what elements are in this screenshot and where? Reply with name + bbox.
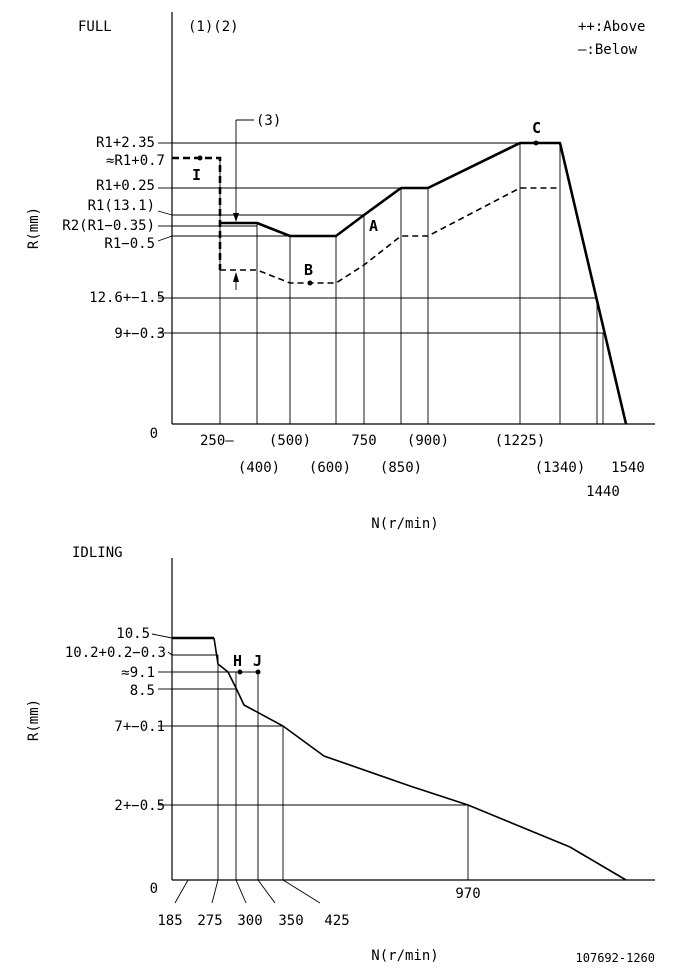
- idling-series-line: [214, 638, 626, 880]
- idling-y-tick-labels: [65, 626, 172, 897]
- point-I-marker: [198, 156, 203, 161]
- point-H-marker: [238, 670, 243, 675]
- idling-x-tick-1: 275: [197, 913, 223, 929]
- full-y-tick-6: 12.6+−1.5: [89, 290, 165, 306]
- full-y-tick-0: R1+2.35: [95, 135, 155, 151]
- point-B-marker: [534, 141, 539, 146]
- annotation-C: B: [304, 261, 314, 279]
- full-x-axis-label: N(r/min): [371, 516, 439, 532]
- idling-y-tick-0: 10.5: [116, 626, 150, 642]
- idling-x-tick-0: 185: [157, 913, 183, 929]
- full-v-reference-lines: [220, 143, 603, 424]
- full-x-tick-0: 250—: [200, 433, 234, 449]
- full-y-tick-1: ≈R1+0.7: [105, 153, 165, 169]
- full-x-tick-3: (600): [308, 460, 352, 476]
- full-series-below-line: [220, 188, 560, 283]
- idling-x-tick-2: 300: [237, 913, 263, 929]
- annotation-I: I: [192, 166, 202, 184]
- idling-y-zero: 0: [149, 881, 158, 897]
- idling-v-reference-lines: [218, 655, 468, 880]
- drawing-code: 107692-1260: [575, 951, 655, 965]
- legend-below: —:Below: [578, 42, 638, 58]
- idling-x-tick-3: 350: [278, 913, 304, 929]
- idling-y-tick-4: 7+−0.1: [114, 719, 165, 735]
- full-y-zero: 0: [149, 426, 158, 442]
- idling-y-tick-5: 2+−0.5: [114, 798, 165, 814]
- full-x-tick-8: (1340): [534, 460, 586, 476]
- annotation-3-leader: [233, 120, 254, 290]
- annotation-3: (3): [256, 113, 282, 129]
- idling-y-tick-3: 8.5: [129, 683, 155, 699]
- full-chart-title: FULL: [78, 19, 112, 35]
- idling-chart-title: IDLING: [72, 545, 123, 561]
- annotation-J: J: [253, 652, 263, 670]
- full-y-tick-7: 9+−0.3: [114, 326, 165, 342]
- full-x-tick-1: (400): [237, 460, 281, 476]
- full-series-above-line: [220, 143, 626, 424]
- annotation-H: H: [233, 652, 243, 670]
- full-chart-subtitle: (1)(2): [188, 19, 239, 35]
- full-x-tick-2: (500): [268, 433, 312, 449]
- idling-x-tick-5: 970: [455, 886, 481, 902]
- full-y-tick-2: R1+0.25: [95, 178, 155, 194]
- idling-y-axis-label: R(mm): [26, 698, 42, 742]
- point-J-marker: [256, 670, 261, 675]
- full-y-tick-labels: [62, 135, 172, 442]
- full-y-tick-4: R2(R1−0.35): [62, 218, 155, 234]
- legend-above: ++:Above: [578, 19, 646, 35]
- full-y-axis-label: R(mm): [26, 206, 42, 250]
- point-C-marker: [308, 281, 313, 286]
- full-x-tick-9: 1440: [586, 484, 620, 500]
- idling-x-tick-labels: [157, 880, 480, 929]
- annotation-A: A: [369, 217, 379, 235]
- full-x-tick-7: (1225): [494, 433, 546, 449]
- full-x-tick-5: (850): [379, 460, 423, 476]
- full-y-tick-5: R1−0.5: [104, 236, 155, 252]
- full-x-tick-10: 1540: [611, 460, 645, 476]
- idling-y-tick-2: ≈9.1: [121, 665, 155, 681]
- idling-h-reference-lines: [172, 655, 468, 805]
- annotation-B: C: [532, 119, 542, 137]
- full-x-tick-4: 750: [351, 433, 377, 449]
- idling-x-axis-label: N(r/min): [371, 948, 439, 964]
- idling-x-tick-4: 425: [324, 913, 350, 929]
- full-x-tick-labels: [200, 433, 645, 500]
- full-x-tick-6: (900): [406, 433, 450, 449]
- idling-y-tick-1: 10.2+0.2−0.3: [64, 645, 166, 661]
- full-h-reference-lines: [172, 143, 603, 333]
- full-y-tick-3: R1(13.1): [87, 198, 155, 214]
